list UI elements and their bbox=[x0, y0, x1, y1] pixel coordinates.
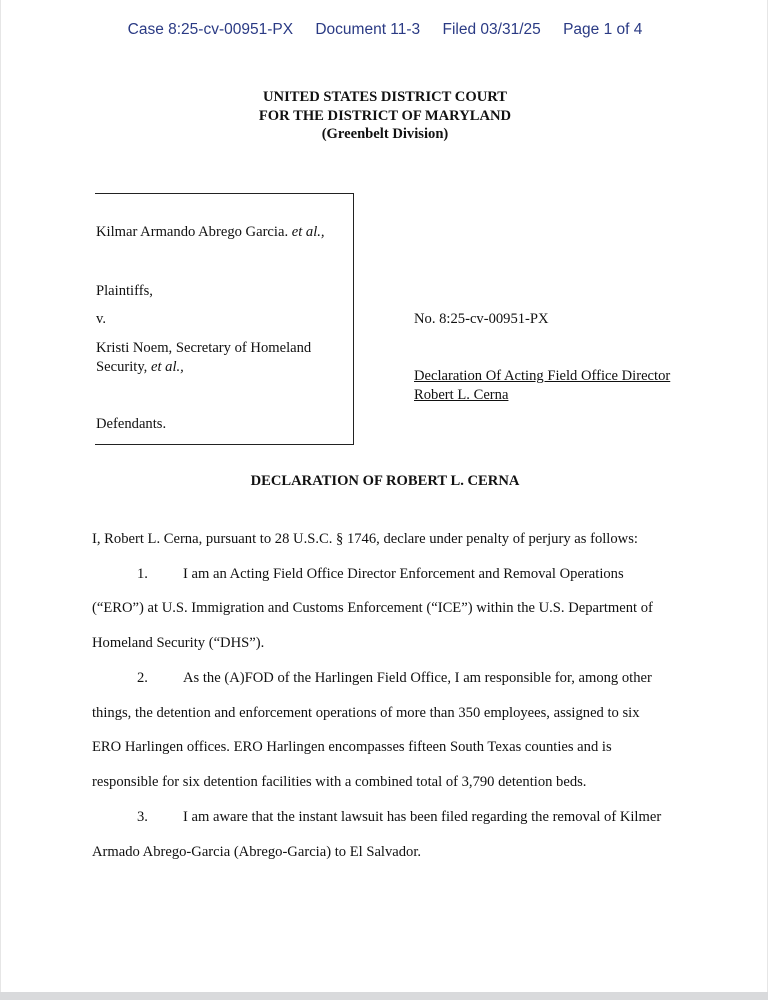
document-title-line-2: Robert L. Cerna bbox=[414, 387, 509, 403]
paragraph-2-line-2: things, the detention and enforcement operations of more than 350 employees, assigned to six bbox=[92, 705, 640, 721]
paragraph-2-line-1: As the (A)FOD of the Harlingen Field Office, I am responsible for, among other bbox=[183, 670, 652, 686]
court-heading bbox=[1, 88, 768, 144]
paragraph-3-line-1: I am aware that the instant lawsuit has been filed regarding the removal of Kilmer bbox=[183, 809, 662, 825]
page-count: Page 1 of 4 bbox=[563, 21, 643, 38]
court-name: UNITED STATES DISTRICT COURT bbox=[262, 89, 507, 105]
defendant-etal: et al., bbox=[151, 359, 184, 375]
defendants-label: Defendants. bbox=[96, 416, 167, 432]
document-number: Document 11-3 bbox=[315, 21, 421, 38]
plaintiff-name-text: Kilmar Armando Abrego Garcia. bbox=[96, 224, 289, 240]
plaintiff-name bbox=[96, 223, 325, 242]
defendant-name bbox=[96, 339, 311, 377]
plaintiffs-label: Plaintiffs, bbox=[96, 283, 153, 299]
document-title bbox=[414, 367, 670, 405]
paragraph-1-line-1: I am an Acting Field Office Director Enforcement and Removal Operations bbox=[183, 566, 624, 582]
declaration-intro: I, Robert L. Cerna, pursuant to 28 U.S.C. § 1746, declare under penalty of perjury as follows: bbox=[92, 531, 638, 547]
paragraph-2-number: 2. bbox=[137, 670, 148, 686]
case-number: Case 8:25-cv-00951-PX bbox=[127, 21, 294, 38]
paragraph-2-line-3: ERO Harlingen offices. ERO Harlingen encompasses fifteen South Texas counties and is bbox=[92, 739, 612, 755]
page-bottom-edge bbox=[0, 992, 768, 1000]
paragraph-2-line-4: responsible for six detention facilities with a combined total of 3,790 detention beds. bbox=[92, 774, 587, 790]
paragraph-3-line-2: Armado Abrego-Garcia (Abrego-Garcia) to El Salvador. bbox=[92, 844, 422, 860]
filed-date: Filed 03/31/25 bbox=[442, 21, 541, 38]
court-division: (Greenbelt Division) bbox=[321, 126, 449, 142]
court-district: FOR THE DISTRICT OF MARYLAND bbox=[258, 107, 512, 124]
declaration-title: DECLARATION OF ROBERT L. CERNA bbox=[250, 473, 520, 489]
plaintiff-etal: et al., bbox=[291, 224, 325, 240]
paragraph-1-line-3: Homeland Security (“DHS”). bbox=[92, 635, 265, 651]
filing-header bbox=[1, 21, 768, 39]
defendant-line-2-text: Security, bbox=[96, 359, 148, 375]
defendant-line-1: Kristi Noem, Secretary of Homeland bbox=[96, 340, 312, 356]
paragraph-3-number: 3. bbox=[137, 809, 148, 825]
defendant-line-2 bbox=[96, 358, 311, 377]
docket-number: No. 8:25-cv-00951-PX bbox=[414, 311, 549, 327]
versus: v. bbox=[96, 311, 106, 327]
document-title-line-1: Declaration Of Acting Field Office Director bbox=[414, 368, 671, 384]
paragraph-1-number: 1. bbox=[137, 566, 148, 582]
paragraph-1-line-2: (“ERO”) at U.S. Immigration and Customs Enforcement (“ICE”) within the U.S. Department of bbox=[92, 600, 653, 616]
